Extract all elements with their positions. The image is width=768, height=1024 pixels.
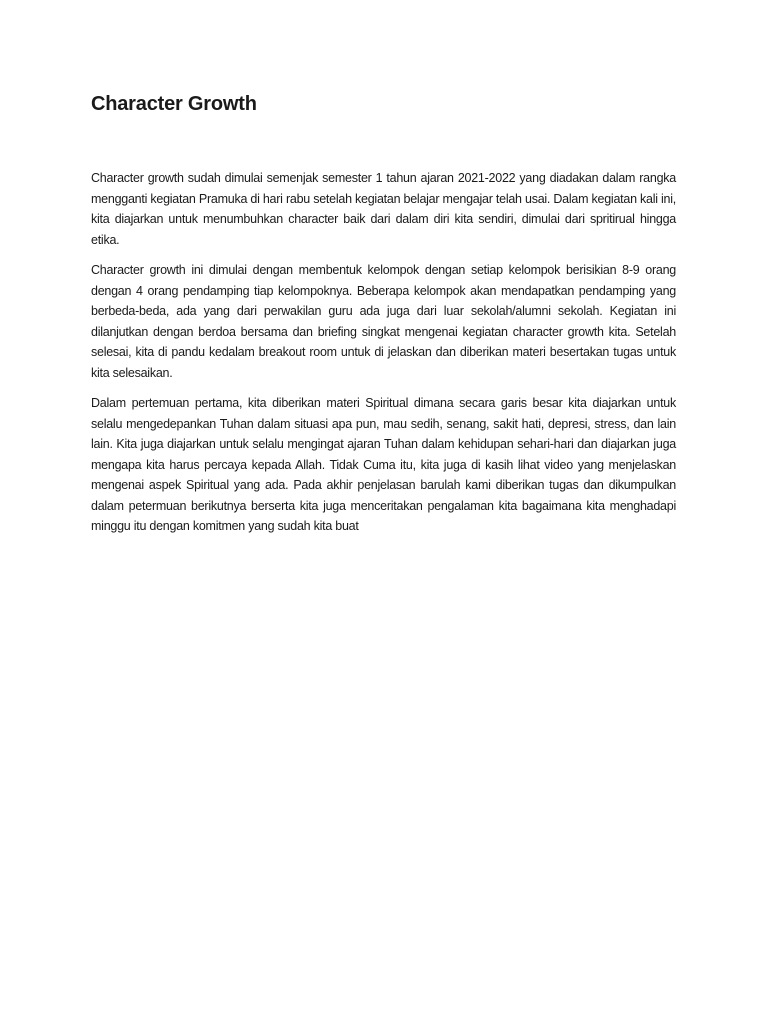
paragraph-2: Character growth ini dimulai dengan membentuk kelompok dengan setiap kelompok berisikian 8-9 orang dengan 4 orang pendamping tiap kelompoknya. Beberapa kelompok akan mendapatkan pendamping yang berbeda-beda, ada yang dari perwakilan guru ada juga dari luar sekolah/alumni sekolah. Kegiatan ini dilanjutkan dengan berdoa bersama dan briefing singkat mengenai kegiatan character growth kita. Setelah selesai, kita di pandu kedalam breakout room untuk di jelaskan dan diberikan materi besertakan tugas untuk kita selesaikan.	[91, 263, 676, 380]
document-title: Character Growth	[91, 93, 257, 115]
document-body	[91, 168, 676, 547]
paragraph-1: Character growth sudah dimulai semenjak semester 1 tahun ajaran 2021-2022 yang diadakan dalam rangka mengganti kegiatan Pramuka di hari rabu setelah kegiatan belajar mengajar telah usai. Dalam kegiatan kali ini, kita diajarkan untuk menumbuhkan character baik dari dalam diri kita sendiri, dimulai dari spritirual hingga etika.	[91, 171, 676, 247]
paragraph-3: Dalam pertemuan pertama, kita diberikan materi Spiritual dimana secara garis besar kita diajarkan untuk selalu mengedepankan Tuhan dalam situasi apa pun, mau sedih, senang, sakit hati, depresi, stress, dan lain lain. Kita juga diajarkan untuk selalu mengingat ajaran Tuhan dalam kehidupan sehari-hari dan diajarkan juga mengapa kita harus percaya kepada Allah. Tidak Cuma itu, kita juga di kasih lihat video yang menjelaskan mengenai aspek Spiritual yang ada. Pada akhir penjelasan barulah kami diberikan tugas dan dikumpulkan dalam petermuan berikutnya berserta kita juga menceritakan pengalaman kita bagaimana kita menghadapi minggu itu dengan komitmen yang sudah kita buat	[91, 396, 676, 533]
